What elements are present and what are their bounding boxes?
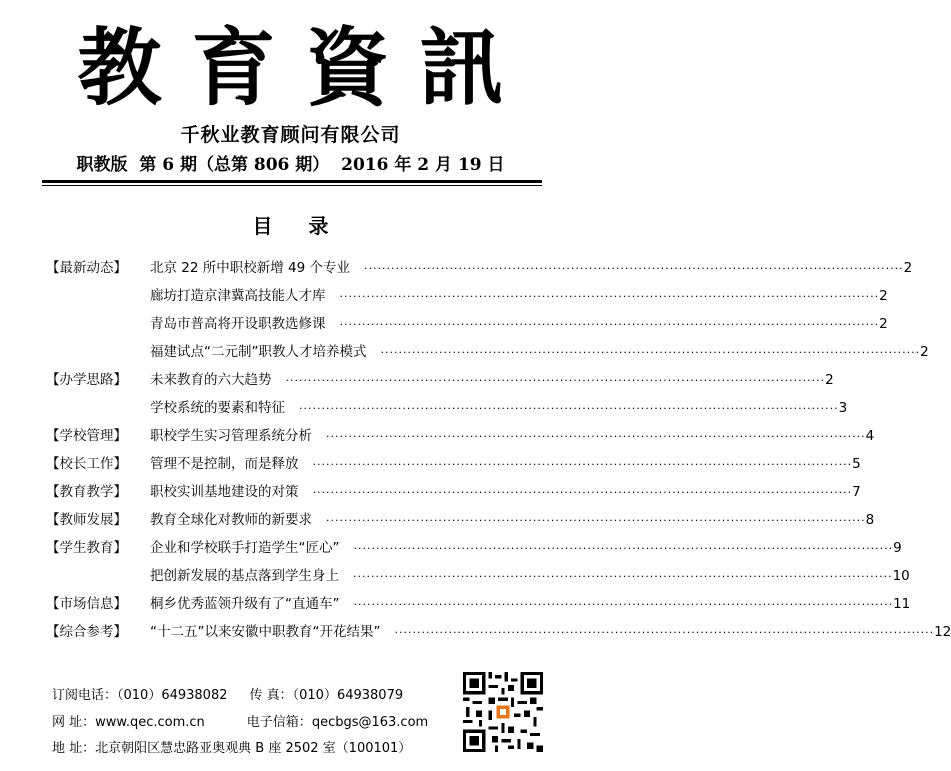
toc-page-number: 12 bbox=[934, 624, 951, 640]
header-rule-thick bbox=[42, 180, 542, 183]
toc-article-title[interactable]: 福建试点“二元制”职教人才培养模式 bbox=[150, 344, 367, 360]
address-label: 地 址： bbox=[52, 741, 96, 756]
toc-article-title[interactable]: 学校系统的要素和特征 bbox=[150, 400, 285, 416]
email-label: 电子信箱： bbox=[246, 715, 312, 730]
toc-page-number: 7 bbox=[852, 484, 861, 500]
footer-phone-line bbox=[52, 684, 403, 703]
toc-dot-leader: ························································································································ bbox=[326, 430, 866, 443]
toc-dot-leader: ························································································································ bbox=[364, 262, 904, 275]
toc-title: 目录 bbox=[252, 214, 365, 238]
toc-row[interactable] bbox=[46, 620, 951, 648]
footer-address-line bbox=[52, 737, 411, 756]
toc-section-label: 【学生教育】 bbox=[46, 540, 127, 556]
toc-page-number: 2 bbox=[879, 288, 888, 304]
toc-article-title[interactable]: 把创新发展的基点落到学生身上 bbox=[150, 568, 339, 584]
toc-page-number: 9 bbox=[893, 540, 902, 556]
toc-row[interactable] bbox=[46, 256, 913, 284]
issue-line: 职教版 第 6 期（总第 806 期） 2016 年 2 月 19 日 bbox=[76, 155, 505, 175]
toc-article-title[interactable]: 教育全球化对教师的新要求 bbox=[150, 512, 312, 528]
toc-page-number: 8 bbox=[865, 512, 875, 528]
toc-row[interactable] bbox=[46, 592, 911, 620]
toc-article-title[interactable]: “十二五”以来安徽中职教育“开花结果” bbox=[150, 624, 381, 640]
toc-row[interactable] bbox=[46, 284, 888, 312]
toc-row[interactable] bbox=[46, 508, 875, 536]
toc-dot-leader: ························································································································ bbox=[353, 598, 894, 611]
toc-row[interactable] bbox=[46, 480, 861, 508]
toc-page-number: 10 bbox=[892, 568, 910, 584]
toc-page-number: 4 bbox=[865, 428, 875, 444]
toc-row[interactable] bbox=[46, 452, 861, 480]
toc-page-number: 11 bbox=[893, 596, 911, 612]
header-rule-thin bbox=[42, 185, 542, 186]
toc-section-label: 【教育教学】 bbox=[46, 484, 127, 500]
toc-dot-leader: ························································································································ bbox=[339, 318, 880, 331]
toc-article-title[interactable]: 管理不是控制，而是释放 bbox=[150, 456, 299, 472]
toc-row[interactable] bbox=[46, 424, 875, 452]
toc-article-title[interactable]: 未来教育的六大趋势 bbox=[150, 372, 272, 388]
toc-article-title[interactable]: 廊坊打造京津冀高技能人才库 bbox=[150, 288, 326, 304]
toc-page-number: 2 bbox=[825, 372, 834, 388]
toc-page-number: 5 bbox=[852, 456, 861, 472]
toc-row[interactable] bbox=[46, 564, 910, 592]
toc-article-title[interactable]: 职校实训基地建设的对策 bbox=[150, 484, 299, 500]
toc-section-label: 【学校管理】 bbox=[46, 428, 127, 444]
toc-row[interactable] bbox=[46, 340, 929, 368]
table-of-contents bbox=[46, 256, 951, 648]
toc-section-label: 【综合参考】 bbox=[46, 624, 127, 640]
qr-code-icon bbox=[463, 672, 543, 752]
toc-dot-leader: ························································································································ bbox=[299, 402, 839, 415]
email-link[interactable]: qecbgs@163.com bbox=[311, 715, 429, 730]
toc-row[interactable] bbox=[46, 536, 902, 564]
toc-article-title[interactable]: 青岛市普高将开设职教选修课 bbox=[150, 316, 326, 332]
toc-row[interactable] bbox=[46, 368, 834, 396]
toc-dot-leader: ························································································································ bbox=[353, 542, 894, 555]
toc-dot-leader: ························································································································ bbox=[312, 458, 853, 471]
toc-page-number: 2 bbox=[920, 344, 929, 360]
phone-label: 订阅电话： bbox=[52, 688, 118, 703]
web-label: 网 址： bbox=[52, 715, 96, 730]
address-text: 北京朝阳区慧忠路亚奥观典 B 座 2502 室（100101） bbox=[95, 741, 412, 756]
phone-number: （010）64938082 bbox=[117, 688, 228, 703]
toc-dot-leader: ························································································································ bbox=[394, 626, 935, 639]
company-name: 千秋业教育顾问有限公司 bbox=[180, 124, 401, 146]
toc-section-label: 【教师发展】 bbox=[46, 512, 127, 528]
toc-article-title[interactable]: 桐乡优秀蓝领升级有了“直通车” bbox=[150, 596, 340, 612]
toc-section-label: 【办学思路】 bbox=[46, 372, 127, 388]
toc-page-number: 2 bbox=[879, 316, 888, 332]
fax-label: 传 真： bbox=[249, 688, 293, 703]
masthead-title: 教育資訊 bbox=[77, 18, 534, 117]
toc-section-label: 【市场信息】 bbox=[46, 596, 127, 612]
toc-dot-leader: ························································································································ bbox=[326, 514, 866, 527]
toc-page-number: 3 bbox=[838, 400, 848, 416]
toc-section-label: 【校长工作】 bbox=[46, 456, 127, 472]
toc-article-title[interactable]: 北京 22 所中职校新增 49 个专业 bbox=[150, 260, 351, 276]
footer-web-line bbox=[52, 711, 428, 730]
toc-dot-leader: ························································································································ bbox=[353, 570, 893, 583]
toc-row[interactable] bbox=[46, 396, 848, 424]
toc-dot-leader: ························································································································ bbox=[285, 374, 826, 387]
toc-dot-leader: ························································································································ bbox=[380, 346, 921, 359]
toc-article-title[interactable]: 职校学生实习管理系统分析 bbox=[150, 428, 312, 444]
toc-row[interactable] bbox=[46, 312, 888, 340]
toc-dot-leader: ························································································································ bbox=[339, 290, 880, 303]
toc-dot-leader: ························································································································ bbox=[312, 486, 853, 499]
toc-section-label: 【最新动态】 bbox=[46, 260, 127, 276]
toc-article-title[interactable]: 企业和学校联手打造学生“匠心” bbox=[150, 540, 340, 556]
toc-page-number: 2 bbox=[903, 260, 913, 276]
fax-number: （010）64938079 bbox=[292, 688, 404, 703]
website-link[interactable]: www.qec.com.cn bbox=[95, 715, 205, 730]
